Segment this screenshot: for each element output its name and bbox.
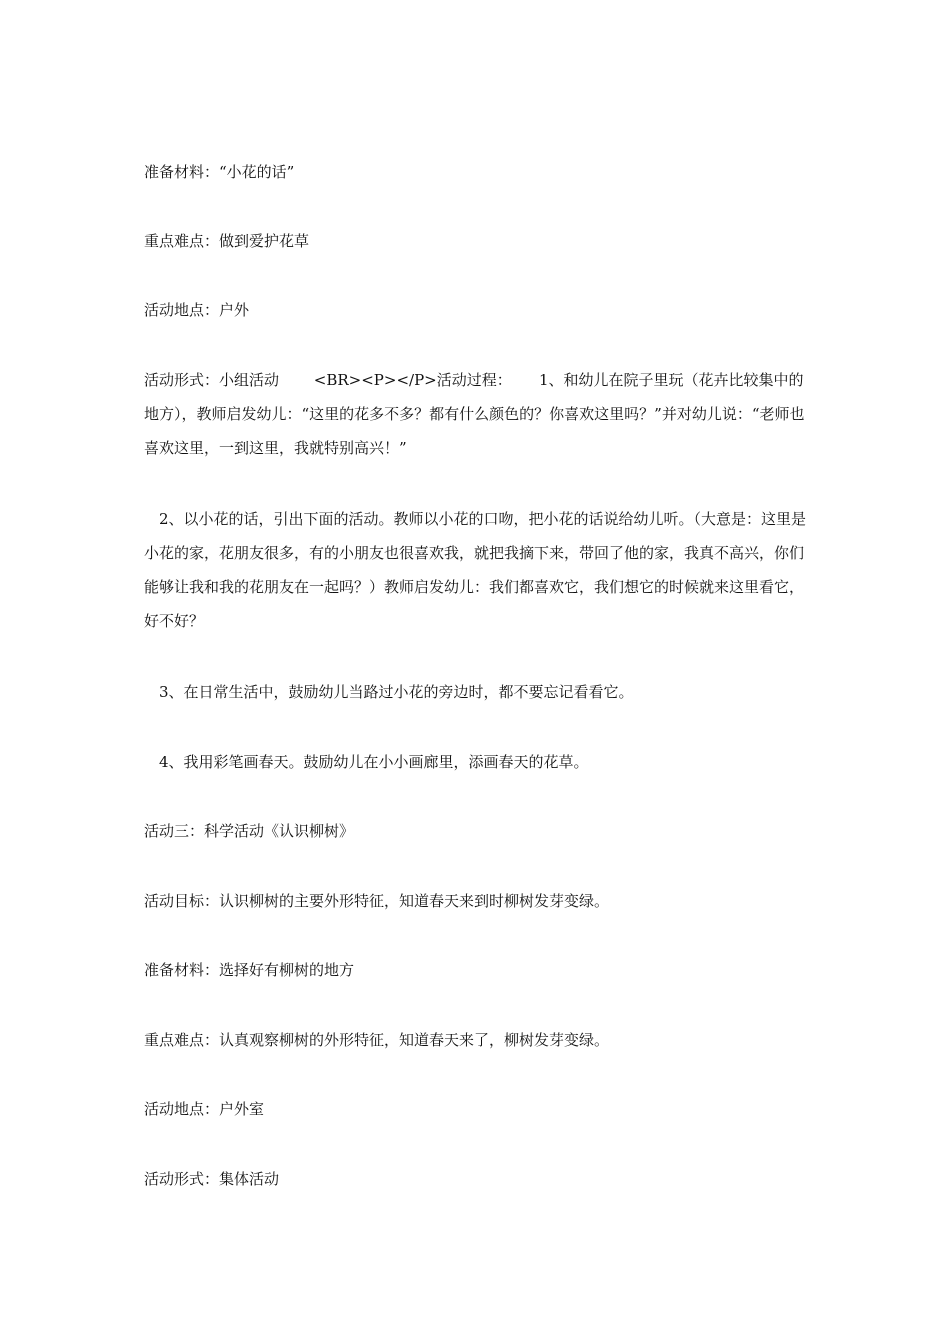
paragraph-activity-three-title: 活动三：科学活动《认识柳树》: [144, 822, 355, 840]
paragraph-step-4: 4、我用彩笔画春天。鼓励幼儿在小小画廊里，添画春天的花草。: [144, 753, 589, 771]
paragraph-activity-form-process: 活动形式：小组活动 <BR><P></P>活动过程： 1、和幼儿在院子里玩（花卉比较集中的地方），教师启发幼儿：“这里的花多不多？都有什么颜色的？你喜欢这里吗？”并对幼儿说：“老师也喜欢这里，一到这里，我就特别高兴！”: [144, 371, 805, 457]
paragraph-step-3: 3、在日常生活中，鼓励幼儿当路过小花的旁边时，都不要忘记看看它。: [144, 683, 634, 701]
paragraph-step-2: 2、以小花的话，引出下面的活动。教师以小花的口吻，把小花的话说给幼儿听。（大意是：这里是小花的家，花朋友很多，有的小朋友也很喜欢我，就把我摘下来，带回了他的家，我真不高兴，你们能够让我和我的花朋友在一起吗？）教师启发幼儿：我们都喜欢它，我们想它的时候就来这里看它，好不好？: [144, 510, 807, 630]
paragraph-activity-goal: 活动目标：认识柳树的主要外形特征，知道春天来到时柳树发芽变绿。: [144, 892, 610, 910]
paragraph-materials-2: 准备材料：选择好有柳树的地方: [144, 961, 355, 979]
paragraph-materials: 准备材料：“小花的话”: [144, 163, 295, 181]
paragraph-key-points-2: 重点难点：认真观察柳树的外形特征，知道春天来了，柳树发芽变绿。: [144, 1031, 610, 1049]
paragraph-location-2: 活动地点：户外室: [144, 1100, 265, 1118]
paragraph-key-points: 重点难点：做到爱护花草: [144, 232, 310, 250]
paragraph-location: 活动地点：户外: [144, 301, 250, 319]
paragraph-activity-form-2: 活动形式：集体活动: [144, 1170, 280, 1188]
